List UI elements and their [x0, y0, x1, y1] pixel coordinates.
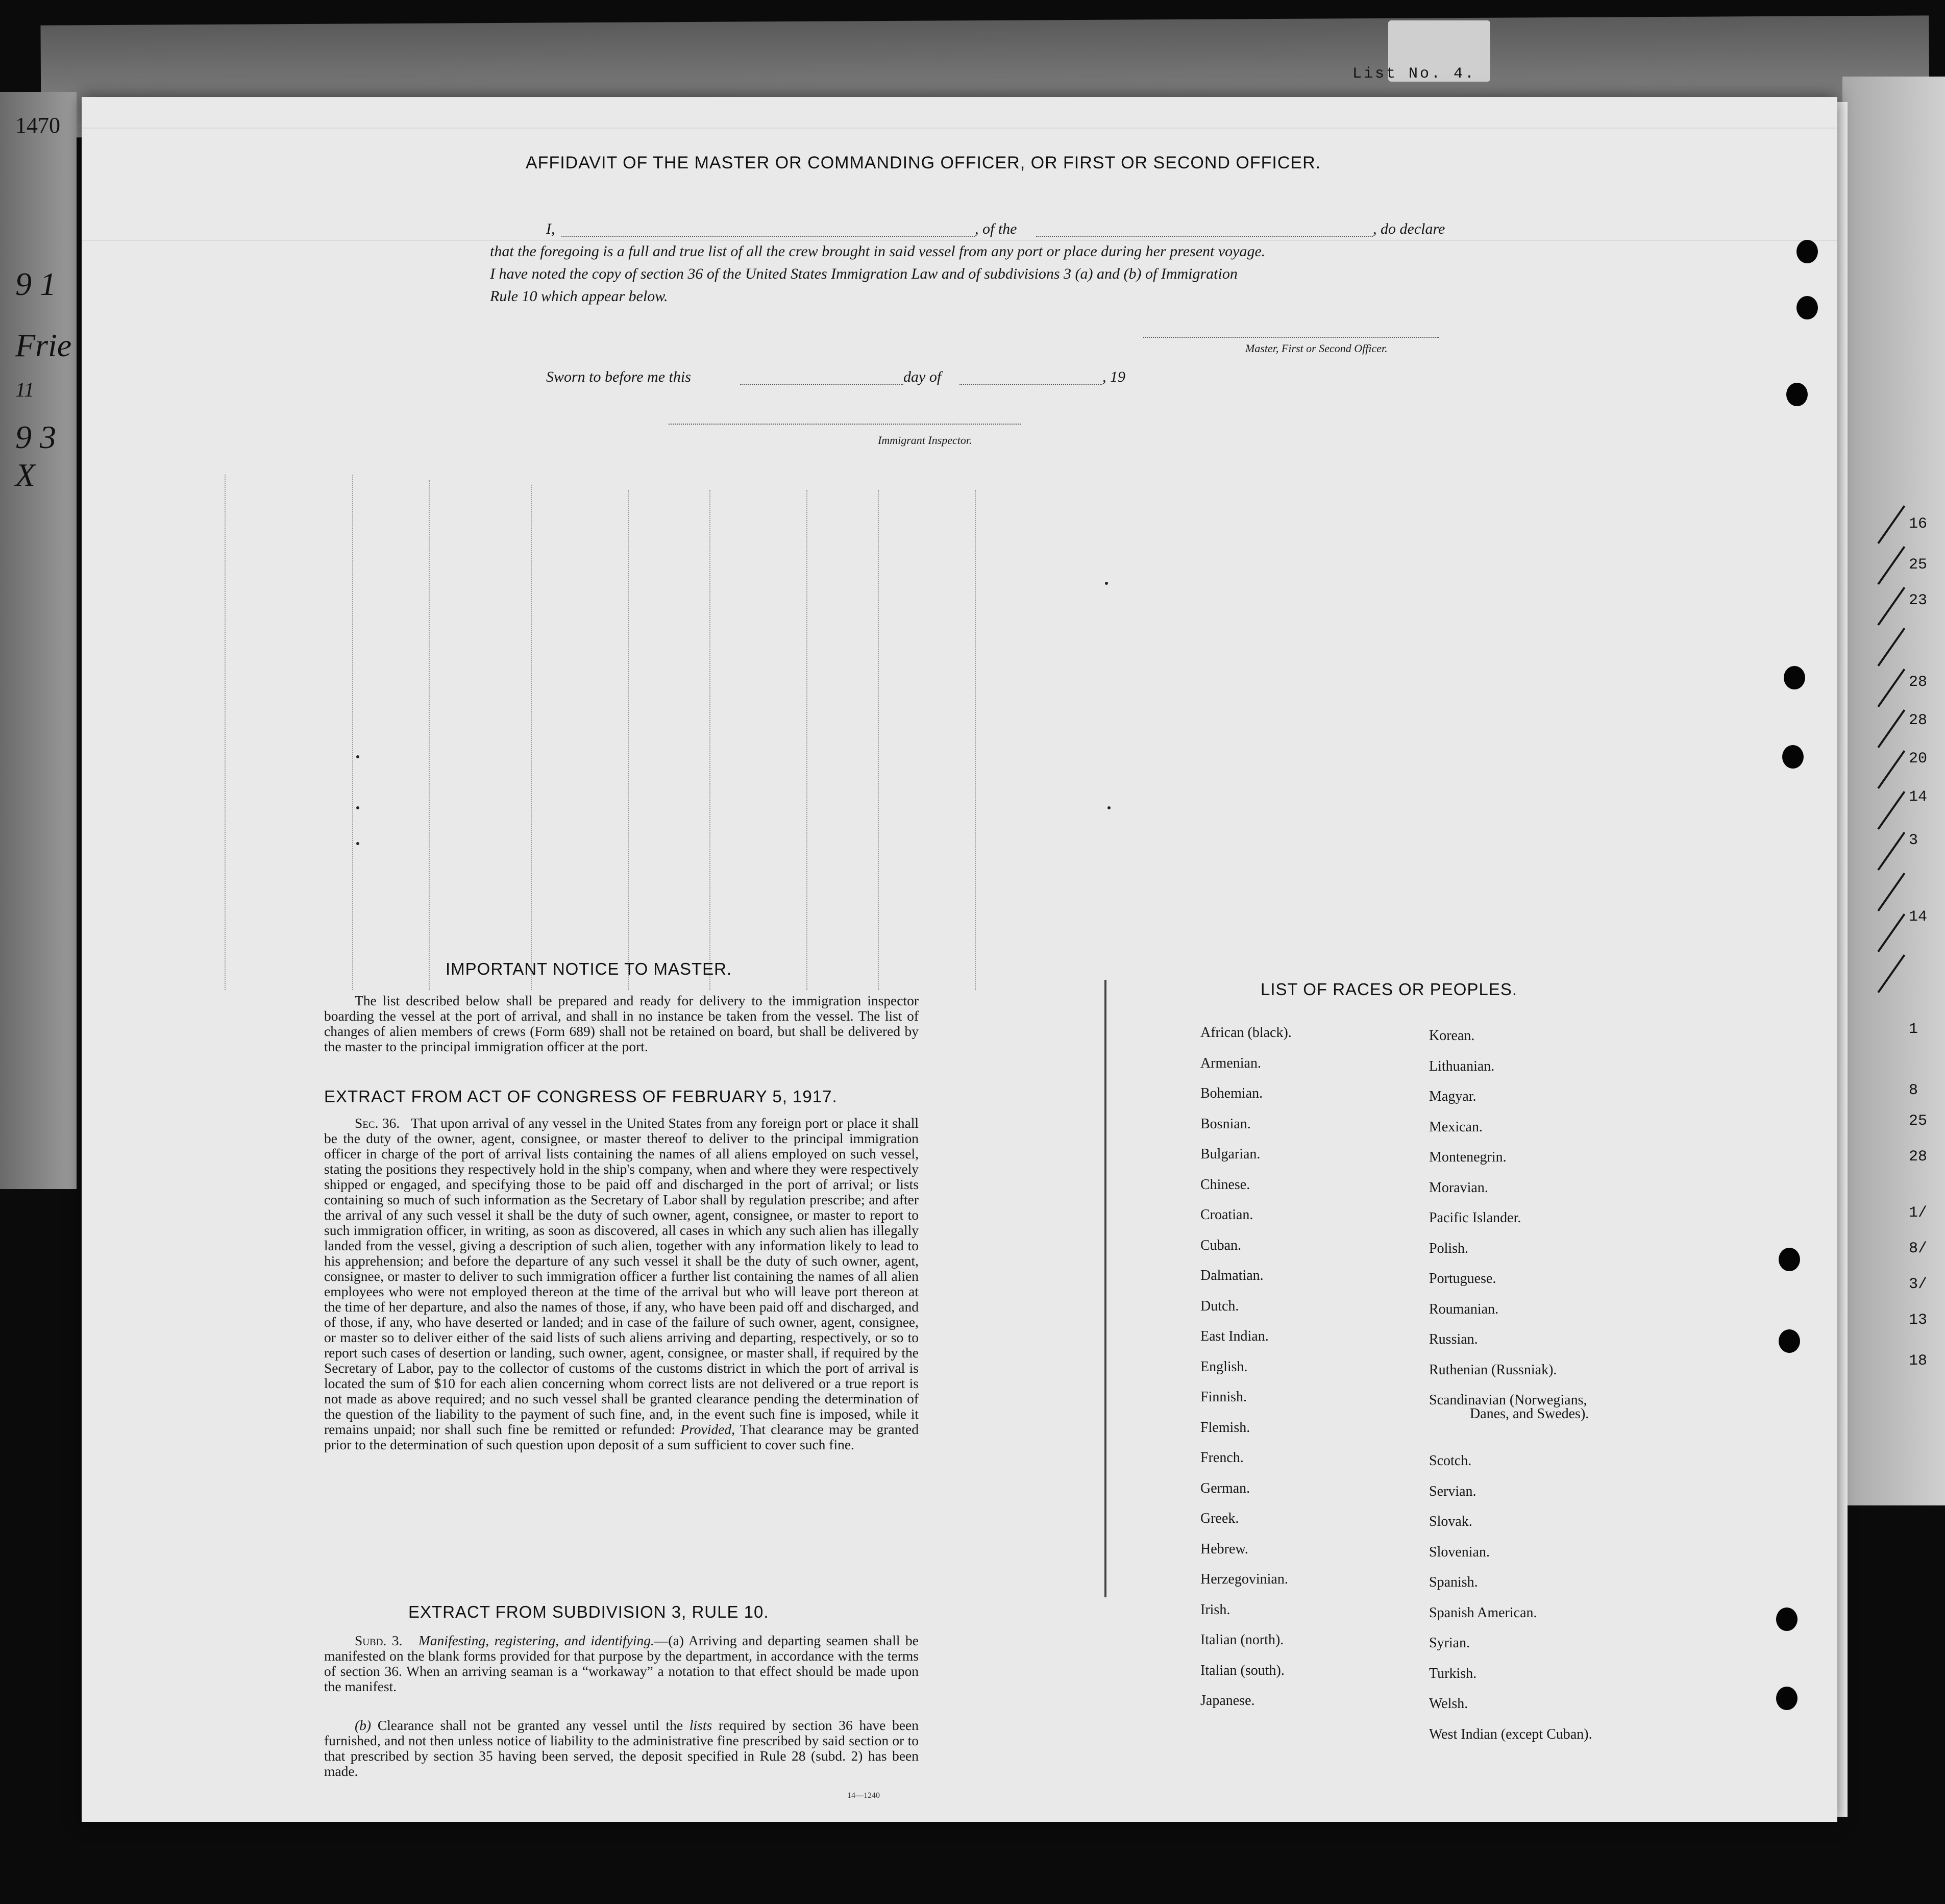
race-item: Lithuanian. [1429, 1058, 1495, 1074]
race-item: Hebrew. [1200, 1541, 1248, 1557]
races-right-column [1429, 1028, 1592, 1757]
margin-number: 13 [1909, 1312, 1928, 1329]
ghost-column [709, 490, 710, 990]
margin-fragment: 9 1 [15, 266, 56, 302]
ghost-column [806, 490, 807, 990]
act-text [324, 1116, 919, 1452]
margin-number: 16 [1909, 515, 1928, 533]
sworn-year: , 19 [1102, 368, 1125, 385]
part-b-label: (b) [355, 1717, 372, 1733]
ghost-column [225, 475, 226, 990]
part-b-lists: lists [689, 1717, 712, 1733]
race-item: Cuban. [1200, 1237, 1242, 1253]
race-item: Chinese. [1200, 1176, 1250, 1193]
race-item: Servian. [1429, 1483, 1476, 1499]
affidavit-line-3: I have noted the copy of section 36 of the United States Immigration Law and of subdivisions 3 (a) and (b) of Immigration [490, 265, 1238, 282]
part-b-pre: Clearance shall not be granted any vessel until the [377, 1717, 683, 1733]
vessel-line[interactable] [1036, 236, 1373, 237]
part-a: —(a) Arriving and departing seamen shall be manifested on the blank forms provided for that purpose by the department, in accordance with the terms of section 36. When an arriving seaman is a “workaway” a notation to that effect should be made upon the manifest. [324, 1633, 919, 1694]
dot-mark [1107, 806, 1111, 809]
race-item: Slovak. [1429, 1514, 1472, 1529]
race-item: Ruthenian (Russniak). [1429, 1362, 1557, 1378]
race-item: Scotch. [1429, 1453, 1472, 1469]
act-body: That upon arrival of any vessel in the United States from any foreign port or place it shall be the duty of the owner, agent, consignee, or master thereof to deliver to the principal immigration officer in charge of the port of arrival lists containing the names of all aliens employed on such vessel, stating the positions they respectively hold in the ship's company, when and where they were respectively shipped or engaged, and specifying those to be paid off and discharged in the port of arrival; or lists containing so much of such information as the Secretary of Labor shall by regulation prescribe; and after the arrival of any such vessel it shall be the duty of such owner, agent, consignee, or master to report to such immigration officer, in writing, as soon as discovered, all cases in which any such alien has illegally landed from the vessel, giving a description of such alien, together with any information likely to lead to his apprehension; and before the departure of any such vessel it shall be the duty of such owner, agent, consignee, or master to deliver to such immigration officer a further list containing the names of all alien employees who were not employed thereon at the time of the arrival but who will leave port thereon at the time of her departure, and also the names of those, if any, who have been paid off and discharged, and of those, if any, who have deserted or landed; and in case of the failure of such owner, agent, consignee, or master so to deliver either of the said lists of such aliens arriving and departing, respectively, or so to report such cases of desertion or landing, such owner, agent, consignee, or master shall, if required by the Secretary of Labor, pay to the collector of customs of the customs district in which the port of arrival is located the sum of $10 for each alien concerning whom correct lists are not delivered or a true report is not made as above required; and no such vessel shall be granted clearance pending the determination of the question of the liability to the payment of such fine, and, in the event such fine is imposed, while it remains unpaid; nor shall such fine be remitted or refunded: [324, 1115, 919, 1437]
margin-fragment: Frie [15, 327, 72, 363]
ghost-column [352, 475, 353, 990]
subd-label: Subd. 3. [355, 1633, 403, 1648]
section-label: Sec. 36. [355, 1115, 400, 1131]
race-item: German. [1200, 1480, 1250, 1496]
race-item: Polish. [1429, 1240, 1469, 1256]
race-item: African (black). [1200, 1025, 1292, 1041]
margin-fragment: 1470 [15, 113, 60, 138]
dot-mark [1105, 582, 1108, 585]
race-item: French. [1200, 1450, 1244, 1466]
ghost-column [975, 490, 976, 990]
race-item: Italian (south). [1200, 1662, 1285, 1678]
subd-title: Manifesting, registering, and identifying. [418, 1633, 654, 1648]
right-underlying-page [1842, 77, 1945, 1505]
inspector-caption: Immigrant Inspector. [878, 434, 972, 447]
margin-number: 14 [1909, 908, 1928, 926]
punch-hole [1782, 745, 1804, 769]
race-item: Greek. [1200, 1511, 1239, 1526]
race-item: Korean. [1429, 1028, 1475, 1044]
dot-mark [356, 755, 359, 758]
officer-caption: Master, First or Second Officer. [1245, 342, 1388, 355]
act-heading: EXTRACT FROM ACT OF CONGRESS OF FEBRUARY 5, 1917. [324, 1087, 838, 1106]
races-left-column [1200, 1025, 1292, 1723]
sworn-day-line[interactable] [740, 384, 903, 385]
name-line[interactable] [561, 236, 975, 237]
ghost-column [531, 485, 532, 990]
provided-word: Provided, [680, 1421, 735, 1437]
race-item: Japanese. [1200, 1693, 1255, 1709]
race-item: West Indian (except Cuban). [1429, 1726, 1592, 1742]
punch-hole [1784, 666, 1805, 689]
race-item: Scandinavian (Norwegians, [1429, 1392, 1587, 1408]
race-item: English. [1200, 1358, 1248, 1375]
margin-number: 28 [1909, 1148, 1928, 1166]
race-item: Portuguese. [1429, 1271, 1496, 1287]
margin-number: 8 [1909, 1082, 1918, 1099]
races-heading: LIST OF RACES OR PEOPLES. [1261, 980, 1518, 999]
race-item: Finnish. [1200, 1389, 1247, 1405]
race-item: Russian. [1429, 1331, 1478, 1347]
punch-hole [1776, 1608, 1798, 1631]
race-item: Roumanian. [1429, 1301, 1499, 1317]
race-item: Croatian. [1200, 1207, 1253, 1223]
margin-number: 20 [1909, 750, 1928, 768]
race-item: Italian (north). [1200, 1632, 1284, 1648]
margin-number: 18 [1909, 1352, 1928, 1370]
margin-fragment: 11 [15, 378, 35, 401]
race-item: Spanish American. [1429, 1604, 1537, 1621]
notice-heading: IMPORTANT NOTICE TO MASTER. [446, 959, 732, 978]
punch-hole [1796, 296, 1818, 319]
affidavit-line-4: Rule 10 which appear below. [490, 288, 668, 305]
sworn-label: Sworn to before me this [546, 368, 691, 385]
race-item: Slovenian. [1429, 1544, 1490, 1560]
sworn-month-line[interactable] [959, 384, 1102, 385]
part-b-post: required by section 36 have been furnished, and not then unless notice of liability to the administrative fine prescribed by said section or to that prescribed by section 35 having been served, the deposit specified in Rule 28 (subd. 2) has been made. [324, 1717, 919, 1779]
affidavit-of-the: , of the [975, 220, 1017, 237]
affidavit-declare: , do declare [1373, 220, 1445, 237]
race-item: Syrian. [1429, 1635, 1470, 1651]
margin-number: 14 [1909, 788, 1928, 806]
race-item: Pacific Islander. [1429, 1210, 1521, 1226]
bleed-line [82, 240, 1837, 241]
race-item: Montenegrin. [1429, 1149, 1507, 1165]
ghost-column [429, 480, 430, 990]
punch-hole [1779, 1248, 1800, 1271]
officer-signature-line[interactable] [1143, 337, 1439, 338]
race-item: Magyar. [1429, 1089, 1476, 1104]
punch-hole [1786, 383, 1808, 406]
bleed-line [82, 128, 1837, 129]
dot-mark [356, 842, 359, 845]
punch-hole [1776, 1687, 1798, 1710]
sworn-day-of: day of [903, 368, 942, 385]
margin-number: 28 [1909, 674, 1928, 691]
race-item: Welsh. [1429, 1696, 1468, 1712]
race-item: Herzegovinian. [1200, 1571, 1288, 1587]
race-item: Dutch. [1200, 1298, 1239, 1314]
race-item: Bulgarian. [1200, 1146, 1261, 1162]
margin-number: 23 [1909, 592, 1928, 609]
margin-number: 1/ [1909, 1204, 1928, 1222]
race-item: Turkish. [1429, 1665, 1477, 1682]
affidavit-i: I, [546, 220, 555, 237]
rule-text-b [324, 1718, 919, 1779]
punch-hole [1779, 1329, 1800, 1353]
print-code: 14—1240 [847, 1791, 880, 1800]
race-item: Moravian. [1429, 1179, 1488, 1196]
margin-number: 8/ [1909, 1240, 1928, 1257]
affidavit-title: AFFIDAVIT OF THE MASTER OR COMMANDING OFFICER, OR FIRST OR SECOND OFFICER. [526, 153, 1321, 172]
margin-number: 28 [1909, 712, 1928, 729]
left-underlying-page [0, 92, 77, 1189]
rule-text-a [324, 1633, 919, 1694]
list-number-stamp: List No. 4. [1352, 65, 1476, 83]
punch-hole [1796, 240, 1818, 263]
race-item-continuation: Danes, and Swedes). [1470, 1406, 1589, 1422]
race-item: Bohemian. [1200, 1085, 1263, 1101]
margin-number: 3 [1909, 832, 1918, 849]
margin-number: 1 [1909, 1021, 1918, 1038]
race-item: Armenian. [1200, 1055, 1261, 1071]
race-item: East Indian. [1200, 1328, 1269, 1344]
ghost-column [878, 490, 879, 990]
affidavit-line-2: that the foregoing is a full and true list of all the crew brought in said vessel from any port or place during her present voyage. [490, 243, 1266, 260]
race-item: Irish. [1200, 1601, 1230, 1618]
race-item: Spanish. [1429, 1574, 1478, 1590]
ghost-column [628, 490, 629, 990]
margin-number: 3/ [1909, 1276, 1928, 1293]
inspector-signature-line[interactable] [669, 424, 1021, 425]
races-divider [1104, 980, 1106, 1597]
notice-text: The list described below shall be prepared and ready for delivery to the immigration inspector boarding the vessel at the port of arrival, and shall in no instance be taken from the vessel. The list of changes of alien members of crews (Form 689) shall not be retained on board, but shall be delivered by the master to the principal immigration officer at the port. [324, 993, 919, 1054]
race-item: Flemish. [1200, 1419, 1250, 1436]
race-item: Mexican. [1429, 1119, 1483, 1135]
margin-fragment: 9 3 X [15, 419, 56, 493]
dot-mark [356, 806, 359, 809]
margin-number: 25 [1909, 1112, 1928, 1130]
margin-number: 25 [1909, 556, 1928, 574]
act-body-tail: That clearance may be granted prior to the determination of such question upon deposit of a sum sufficient to cover such fine. [324, 1421, 919, 1452]
race-item: Dalmatian. [1200, 1268, 1264, 1283]
race-item: Bosnian. [1200, 1116, 1251, 1132]
rule-heading: EXTRACT FROM SUBDIVISION 3, RULE 10. [408, 1602, 769, 1621]
